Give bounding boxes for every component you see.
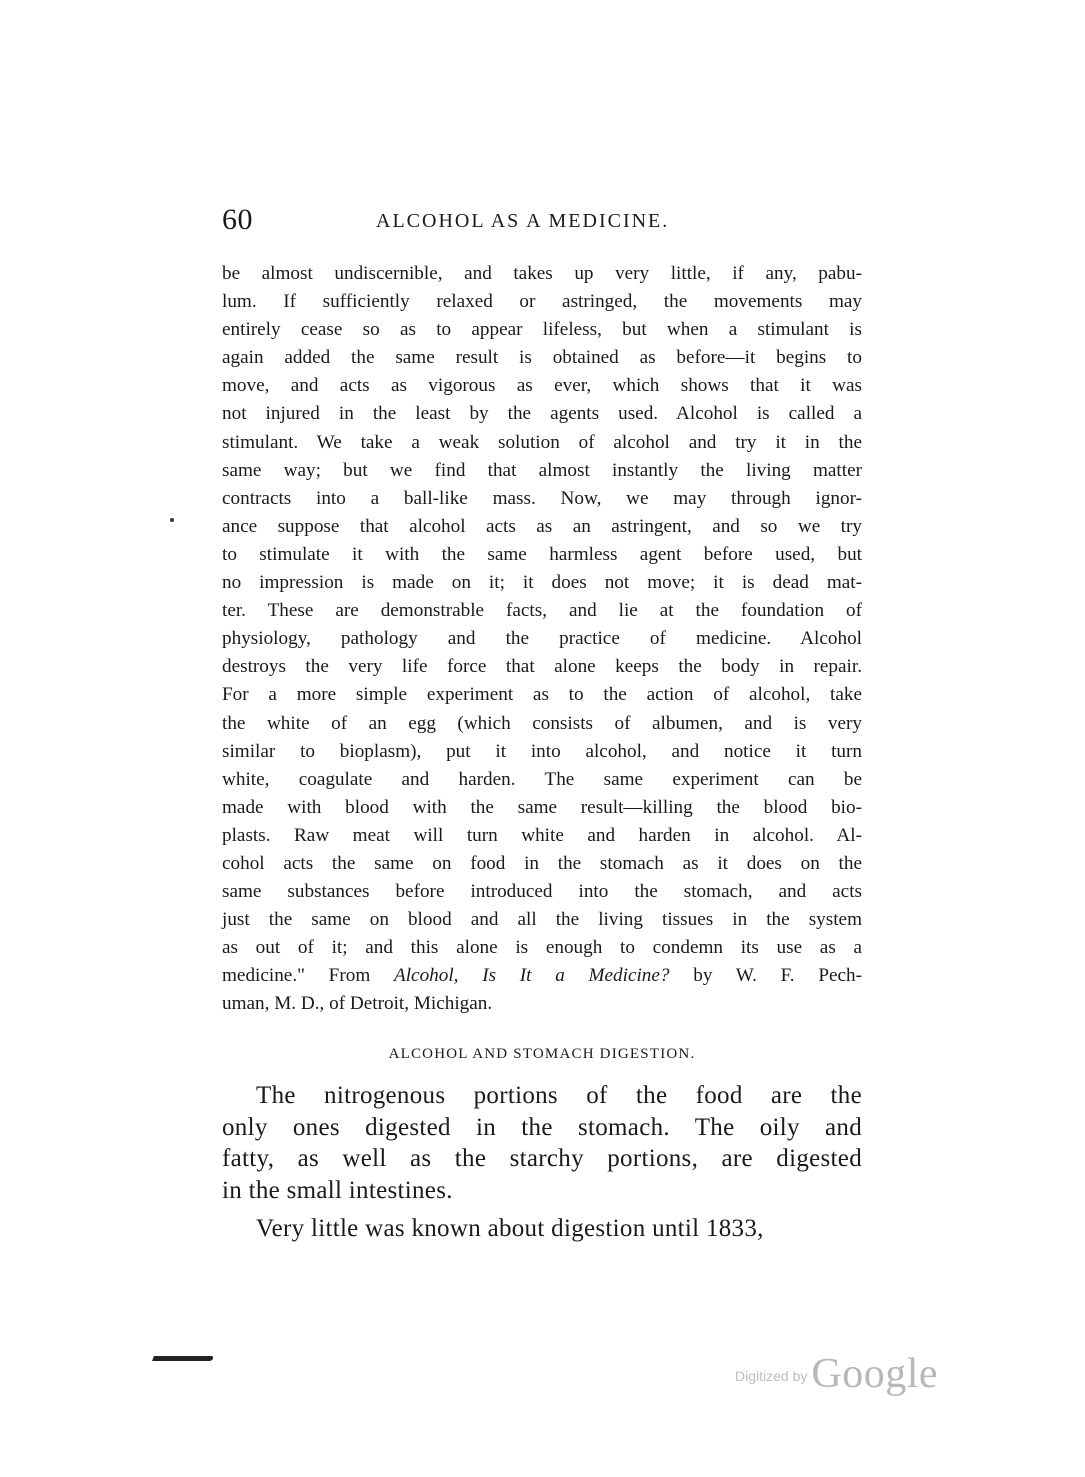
text-line: cohol acts the same on food in the stomach as it does on the: [222, 852, 862, 874]
text-line: again added the same result is obtained as before—it begins to: [222, 347, 862, 369]
text-line: in the small intestines.: [222, 1177, 453, 1205]
text-line: Very little was known about digestion until 1833,: [256, 1214, 764, 1242]
text-line: contracts into a ball-like mass. Now, we may through ignor-: [222, 487, 862, 509]
text-line: only ones digested in the stomach. The oily and: [222, 1113, 862, 1141]
text-line: the white of an egg (which consists of albumen, and is very: [222, 712, 862, 734]
text-line: same substances before introduced into the stomach, and acts: [222, 881, 862, 903]
attribution-line: [222, 962, 862, 990]
text-line: white, coagulate and harden. The same experiment can be: [222, 768, 862, 790]
text-line: destroys the very life force that alone keeps the body in repair.: [222, 656, 862, 678]
quoted-passage: [222, 260, 862, 1019]
text-line: plasts. Raw meat will turn white and harden in alcohol. Al-: [222, 824, 862, 846]
text-line: no impression is made on it; it does not move; it is dead mat-: [222, 572, 862, 594]
text-line: physiology, pathology and the practice of medicine. Alcohol: [222, 628, 862, 650]
attribution-suffix: by W. F. Pech-: [693, 965, 863, 987]
digitized-watermark: [735, 1350, 938, 1410]
cited-work-title: Alcohol, Is It a Medicine?: [394, 965, 670, 987]
text-line: lum. If sufficiently relaxed or astringed, the movements may: [222, 291, 862, 313]
text-line: same way; but we find that almost instantly the living matter: [222, 459, 862, 481]
text-line: to stimulate it with the same harmless agent before used, but: [222, 543, 862, 565]
margin-speck: [170, 518, 174, 522]
text-line: uman, M. D., of Detroit, Michigan.: [222, 993, 493, 1015]
body-text: [222, 1080, 862, 1244]
text-line: ter. These are demonstrable facts, and lie at the foundation of: [222, 600, 862, 622]
text-line: made with blood with the same result—killing the blood bio-: [222, 796, 862, 818]
running-head: [222, 200, 862, 240]
text-line: For a more simple experiment as to the action of alcohol, take: [222, 684, 862, 706]
attribution-prefix: medicine." From: [222, 965, 371, 987]
text-line: as out of it; and this alone is enough to condemn its use as a: [222, 937, 862, 959]
section-heading: ALCOHOL AND STOMACH DIGESTION.: [388, 1046, 696, 1062]
text-line: similar to bioplasm), put it into alcohol, and notice it turn: [222, 740, 862, 762]
margin-ink-mark: [152, 1356, 214, 1361]
text-line: stimulant. We take a weak solution of alcohol and try it in the: [222, 431, 862, 453]
text-line: be almost undiscernible, and takes up very little, if any, pabu-: [222, 263, 862, 284]
text-line: The nitrogenous portions of the food are the: [256, 1082, 862, 1109]
running-title: ALCOHOL AS A MEDICINE.: [376, 210, 670, 232]
text-line: just the same on blood and all the living tissues in the system: [222, 909, 862, 931]
text-line: ance suppose that alcohol acts as an astringent, and so we try: [222, 515, 862, 537]
page-number: 60: [222, 203, 253, 236]
watermark-prefix: Digitized by: [735, 1368, 808, 1384]
text-line: move, and acts as vigorous as ever, which shows that it was: [222, 375, 862, 397]
text-line: fatty, as well as the starchy portions, are digested: [222, 1145, 862, 1173]
google-logo: Google: [811, 1351, 939, 1397]
text-line: entirely cease so as to appear lifeless, but when a stimulant is: [222, 319, 862, 341]
text-line: not injured in the least by the agents used. Alcohol is called a: [222, 403, 862, 425]
